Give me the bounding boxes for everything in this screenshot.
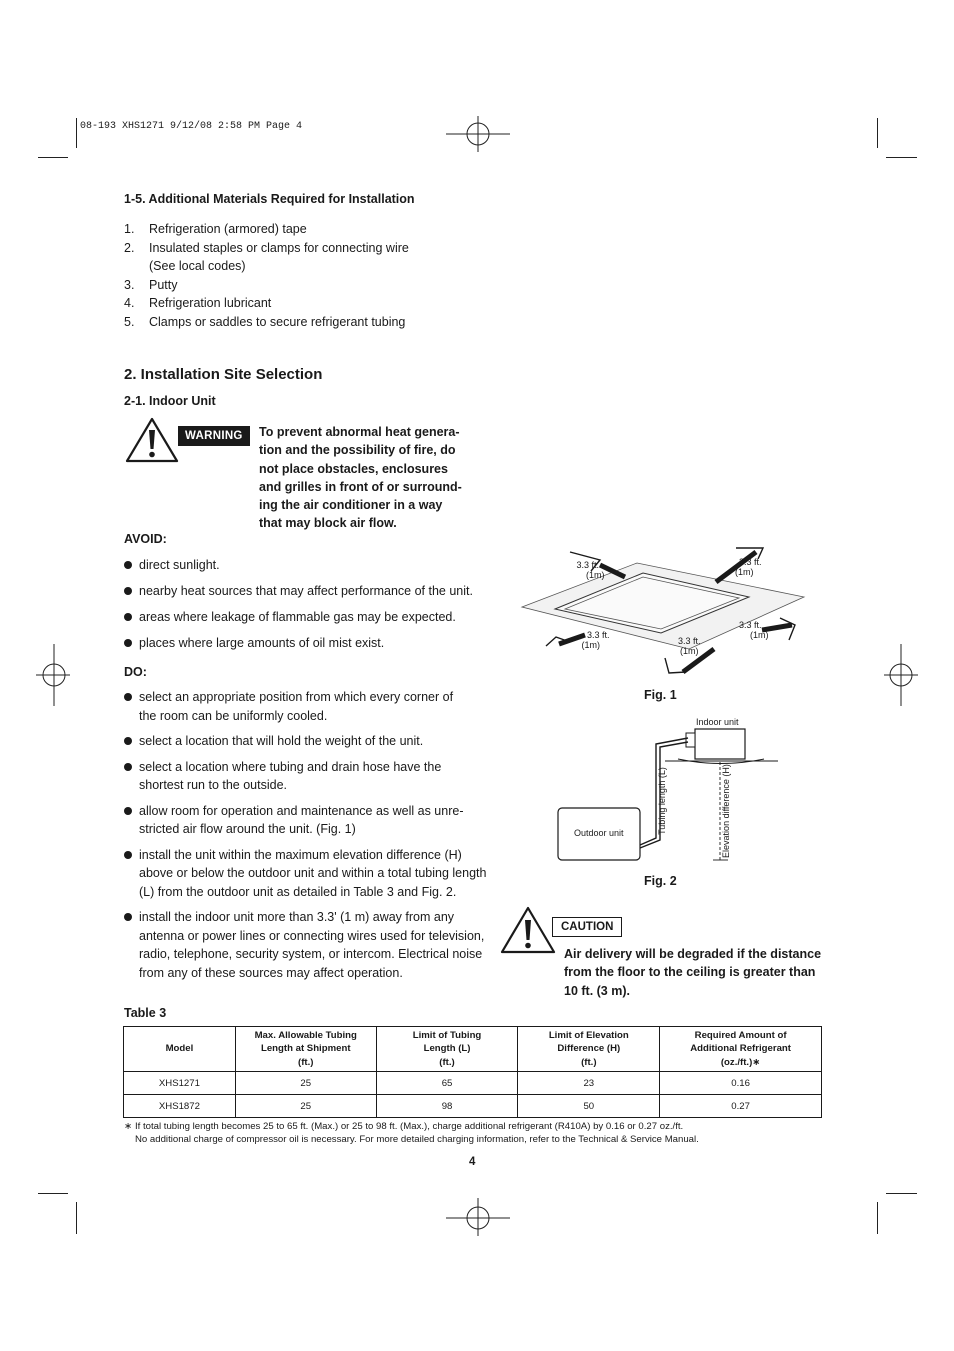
table-header-row	[124, 1027, 822, 1072]
list-item: install the unit within the maximum elevation difference (H) above or below the outdoor unit and within a total tubing length (L) from the outdoor unit as detailed in Table 3 and Fig. 2.	[124, 846, 504, 902]
column-header: Limit of Tubing Length (L) (ft.)	[376, 1027, 518, 1072]
column-header: Required Amount of Additional Refrigerant (oz./ft.)∗	[660, 1027, 822, 1072]
fig1-label: Fig. 1	[644, 688, 677, 702]
list-item: 1. Refrigeration (armored) tape	[124, 222, 307, 236]
print-slug: 08-193 XHS1271 9/12/08 2:58 PM Page 4	[80, 121, 303, 132]
clearance-label: 3.3 ft. (1m)	[678, 636, 701, 656]
list-item: 4. Refrigeration lubricant	[124, 296, 272, 310]
clearance-label: 3.3 ft. (1m)	[735, 557, 762, 577]
clearance-label: 3.3 ft. (1m)	[738, 620, 769, 640]
list-item: 5. Clamps or saddles to secure refrigerant tubing	[124, 314, 406, 329]
page-number: 4	[469, 1156, 476, 1168]
materials-heading: 1-5. Additional Materials Required for Installation	[124, 192, 415, 206]
table-cell: 0.27	[660, 1095, 822, 1118]
fig1-diagram	[518, 545, 808, 675]
caution-triangle-icon	[499, 905, 557, 955]
list-item: places where large amounts of oil mist exist.	[124, 634, 504, 653]
list-item: direct sunlight.	[124, 556, 504, 575]
table-title: Table 3	[124, 1006, 167, 1020]
list-item: (See local codes)	[149, 259, 246, 273]
do-list	[124, 688, 504, 982]
registration-mark-left	[36, 644, 70, 706]
fig2-diagram	[556, 714, 786, 864]
avoid-heading: AVOID:	[124, 532, 167, 546]
warning-triangle-icon	[124, 416, 180, 464]
table-cell: 50	[518, 1095, 660, 1118]
outdoor-unit-label: Outdoor unit	[574, 828, 624, 838]
list-item: areas where leakage of flammable gas may be expected.	[124, 608, 504, 627]
elevation-difference-label: Elevation difference (H)	[721, 764, 731, 858]
indoor-unit-label: Indoor unit	[696, 717, 739, 727]
footnote-line: If total tubing length becomes 25 to 65 ft. (Max.) or 25 to 98 ft. (Max.), charge additional refrigerant (R410A) by 0.16 or 0.27 oz./ft.	[135, 1121, 684, 1132]
list-item: select a location where tubing and drain hose have the shortest run to the outside.	[124, 758, 504, 795]
warning-badge: WARNING	[178, 426, 250, 446]
table-cell: 98	[376, 1095, 518, 1118]
registration-mark-right	[884, 644, 918, 706]
table-row	[124, 1095, 822, 1118]
column-header: Limit of Elevation Difference (H) (ft.)	[518, 1027, 660, 1072]
list-item: 2. Insulated staples or clamps for connecting wire	[124, 240, 409, 255]
table-row	[124, 1072, 822, 1095]
section-heading: 2. Installation Site Selection	[124, 366, 323, 383]
list-item: install the indoor unit more than 3.3' (1 m) away from any antenna or power lines or connecting wires used for television, radio, telephone, security system, or intercom. Electrical noise from any of these sources may affect operation.	[124, 908, 504, 982]
footnote-mark: ∗	[124, 1121, 133, 1132]
footnote-line: No additional charge of compressor oil is necessary. For more detailed charging information, refer to the Technical & Service Manual.	[135, 1134, 699, 1145]
table-cell: 0.16	[660, 1072, 822, 1095]
caution-text: Air delivery will be degraded if the distance from the floor to the ceiling is greater than 10 ft. (3 m).	[564, 947, 822, 998]
ceiling-panel-drawing	[518, 545, 808, 675]
table-cell: 65	[376, 1072, 518, 1095]
fig2-label: Fig. 2	[644, 874, 677, 888]
warning-text: To prevent abnormal heat genera- tion and the possibility of fire, do not place obstacles, enclosures and grilles in front of or surround- ing the air conditioner in a way that may block air flow.	[259, 425, 462, 531]
materials-list	[124, 220, 504, 331]
table-cell: XHS1271	[124, 1072, 236, 1095]
column-header: Max. Allowable Tubing Length at Shipment (ft.)	[235, 1027, 376, 1072]
table-cell: 23	[518, 1072, 660, 1095]
table-cell: 25	[235, 1072, 376, 1095]
list-item: nearby heat sources that may affect performance of the unit.	[124, 582, 504, 601]
registration-mark-bottom	[446, 1198, 510, 1236]
table-footnote	[124, 1120, 824, 1146]
list-item: select a location that will hold the weight of the unit.	[124, 732, 504, 751]
clearance-label: 3.3 ft. (1m)	[576, 560, 605, 580]
do-heading: DO:	[124, 665, 147, 679]
list-item: 3. Putty	[124, 277, 178, 292]
caution-badge: CAUTION	[552, 917, 622, 937]
avoid-list	[124, 556, 504, 653]
elevation-drawing	[556, 714, 786, 864]
clearance-label: 3.3 ft. (1m)	[581, 630, 610, 650]
table-cell: XHS1872	[124, 1095, 236, 1118]
indoor-unit-heading: 2-1. Indoor Unit	[124, 394, 216, 408]
tubing-length-label: Tubing length (L)	[657, 767, 667, 835]
table-cell: 25	[235, 1095, 376, 1118]
specification-table	[123, 1026, 822, 1118]
list-item: allow room for operation and maintenance as well as unre- stricted air flow around the unit. (Fig. 1)	[124, 802, 504, 839]
registration-mark-top	[446, 116, 510, 154]
list-item: select an appropriate position from which every corner of the room can be uniformly cooled.	[124, 688, 504, 725]
column-header: Model	[124, 1027, 236, 1072]
